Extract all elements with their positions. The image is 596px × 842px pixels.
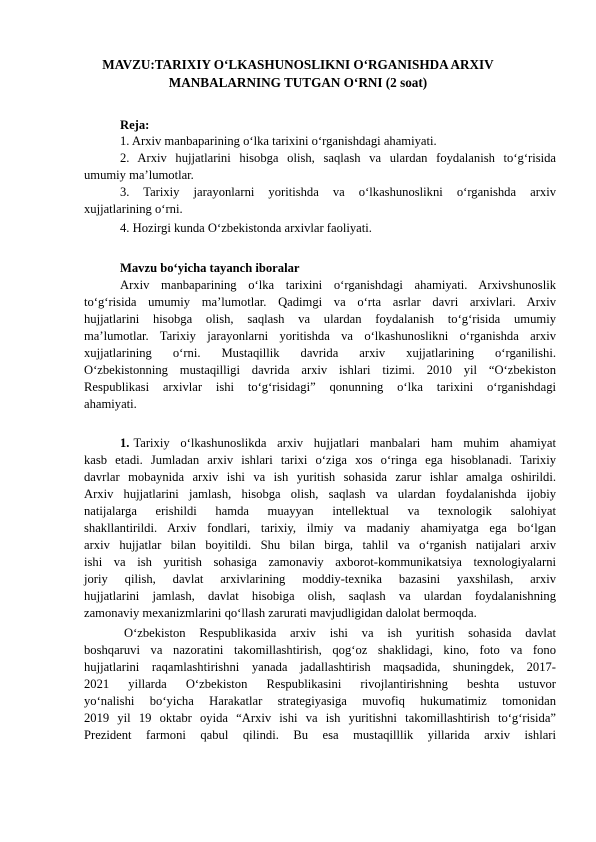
section-1-first-line [120,435,556,451]
keywords-line: hujjatlarini hisobga olish, saqlash va ulardan foydalanish to‘g‘risida umumiy [84,312,556,326]
paragraph-2-line: 2019 yil 19 oktabr oyida “Arxiv ishi va ish yuritishni takomillashtirish to‘g‘risida” [84,711,556,725]
section-1-line: ishi va ish yuritish sohasiga zamonaviy axborot-kommunikatsiya texnologiyalarni [84,555,556,569]
paragraph-2-line: Prezident farmoni qabul qilindi. Bu esa mustaqilllik yillarida arxiv ishlari [84,728,556,742]
section-1-line: davrlar mobaynida arxiv ishi va ish yuritish sohasida zarur ishlar amalga oshirildi. [84,470,556,484]
title-line-2: MANBALARNING TUTGAN O‘RNI (2 soat) [168,75,428,90]
section-1-line: kasb etadi. Jumladan arxiv ishlari tarixi o‘ziga xos o‘ringa ega hisoblanadi. Tarixiy [84,453,556,467]
plan-item: umumiy ma’lumotlar. [84,168,194,182]
paragraph-2-line: yo‘nalishi bo‘yicha Harakatlar strategiyasiga muvofiq hukumatimiz tomonidan [84,694,556,708]
keywords-line: Respublikasi arxivlar ishi to‘g‘risidagi” qonunning o‘lka tarixini o‘rganishdagi [84,380,556,394]
section-1-line: shakllantirildi. Arxiv fondlari, tarixiy, ilmiy va madaniy ahamiyatga ega bo‘lgan [84,521,556,535]
plan-item: 4. Hozirgi kunda O‘zbekistonda arxivlar faoliyati. [120,221,372,235]
keywords-heading: Mavzu bo‘yicha tayanch iboralar [120,261,300,275]
keywords-line: Arxiv manbaparining o‘lka tarixini o‘rganishdagi ahamiyati. Arxivshunoslik [120,278,556,292]
plan-item: 3. Tarixiy jarayonlarni yoritishda va o‘lkashunoslikni o‘rganishda arxiv [120,185,556,199]
paragraph-2-line: boshqaruvi va nazoratini takomillashtirish, qog‘oz shaklidagi, kino, foto va fono [84,643,556,657]
section-1-line: Arxiv hujjatlarini jamlash, hisobga olish, saqlash va ulardan foydalanishda ijobiy [84,487,556,501]
plan-heading: Reja: [120,118,150,132]
title-line-1: MAVZU:TARIXIY O‘LKASHUNOSLIKNI O‘RGANISHDA ARXIV [102,57,494,72]
section-1-line: Tarixiy o‘lkashunoslikda arxiv hujjatlari manbalari ham muhim ahamiyat [133,436,556,450]
paragraph-2-line: O‘zbekiston Respublikasida arxiv ishi va ish yuritish sohasida davlat [124,626,556,640]
section-number: 1. [120,436,130,450]
paragraph-2-line: 2021 yillarda O‘zbekiston Respublikasini rivojlantirishning beshta ustuvor [84,677,556,691]
keywords-line: ma’lumotlar. Tarixiy jarayonlarni yoritishda va o‘lkashunoslikni o‘rganishda arxiv [84,329,556,343]
section-1-line: hujjatlarini jamlash, davlat hisobiga olish, saqlash va ulardan foydalanishning [84,589,556,603]
section-1-line: natijalarga erishildi hamda muayyan intellektual va texnologik salohiyat [84,504,556,518]
section-1-line: joriy qilish, davlat arxivlarining moddiy-texnika bazasini yaxshilash, arxiv [84,572,556,586]
plan-item: 1. Arxiv manbaparining o‘lka tarixini o‘rganishdagi ahamiyati. [120,134,437,148]
keywords-line: O‘zbekistonning mustaqilligi davrida arxiv ishlari tizimi. 2010 yil “O‘zbekiston [84,363,556,377]
keywords-line: ahamiyati. [84,397,137,411]
section-1-line: zamonaviy mexanizmlarini qo‘llash zarurati mavjudligidan dalolat bermoqda. [84,606,477,620]
document-title [70,56,526,92]
section-1-line: arxiv hujjatlar bilan boyitildi. Shu bilan birga, tahlil va o‘rganish natijalari arxiv [84,538,556,552]
keywords-line: xujjatlarining o‘rni. Mustaqillik davrida arxiv xujjatlarining o‘rganilishi. [84,346,556,360]
keywords-line: to‘g‘risida umumiy ma’lumotlar. Qadimgi va o‘rta asrlar davri arxivlari. Arxiv [84,295,556,309]
paragraph-2-line: hujjatlarini raqamlashtirishni yanada jadallashtirish maqsadida, shuningdek, 2017- [84,660,556,674]
plan-item: 2. Arxiv hujjatlarini hisobga olish, saqlash va ulardan foydalanish to‘g‘risida [120,151,556,165]
plan-item: xujjatlarining o‘rni. [84,202,183,216]
